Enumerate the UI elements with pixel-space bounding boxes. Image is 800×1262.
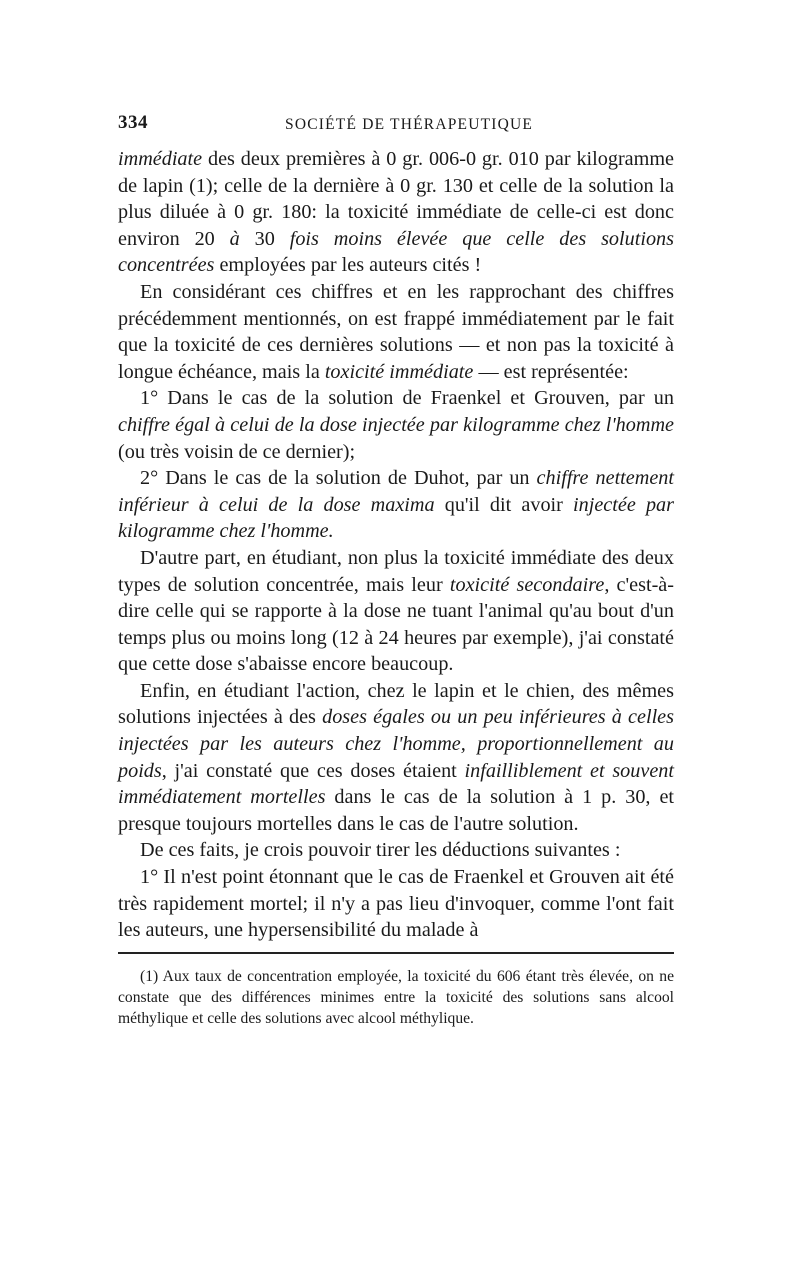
page-number: 334 [118, 112, 148, 133]
paragraph [118, 146, 674, 279]
running-head [118, 112, 674, 140]
text-run: 2° Dans le cas de la solution de Duhot, par un [140, 467, 537, 490]
text-run: des deux premières à 0 gr. 006-0 gr. 010 par kilogramme de lapin (1); celle de la dernière à 0 gr. 130 et celle de la solution la plus diluée à 0 gr. 180: la toxicité immédiate de celle-ci est donc environ 20 [118, 148, 674, 250]
text-run: employées par les auteurs cités ! [214, 254, 482, 277]
italic-text-run: chiffre égal à celui de la dose injectée par kilogramme chez l'homme [118, 413, 674, 436]
paragraph [118, 678, 674, 838]
paragraph [118, 465, 674, 545]
italic-text-run: fois moins élevée que celle des solutions concentrées [118, 227, 674, 277]
italic-text-run: infailliblement et souvent immédiatement mortelles [118, 759, 674, 809]
text-run: (ou très voisin de ce dernier); [118, 440, 356, 463]
footnote-rule [118, 952, 674, 954]
text-run: , c'est-à-dire celle qui se rapporte à la dose ne tuant l'animal qu'au bout d'un temps plus ou moins long (12 à 24 heures par exemple), j'ai constaté que cette dose s'abaisse encore beaucoup. [118, 573, 674, 676]
italic-text-run: doses égales ou un peu inférieures à celles injectées par les auteurs chez l'homme, proportionnellement au poids [118, 706, 675, 782]
paragraph [118, 385, 674, 465]
text-run: — est représentée: [473, 360, 629, 383]
body-text [118, 146, 674, 944]
italic-text-run: toxicité secondaire [449, 573, 605, 596]
book-page [118, 112, 674, 1029]
text-run: Enfin, en étudiant l'action, chez le lapin et le chien, des mêmes solutions injectées à des [118, 679, 674, 729]
italic-text-run: chiffre nettement inférieur à celui de la dose maxima [118, 467, 674, 516]
paragraph [118, 864, 674, 944]
text-run: dans le cas de la solution à 1 p. 30, et presque toujours mortelles dans le cas de l'autre solution. [118, 786, 675, 835]
paragraph [118, 279, 674, 385]
text-run: D'autre part, en étudiant, non plus la toxicité immédiate des deux types de solution concentrée, mais leur [118, 546, 674, 596]
italic-text-run: injectée par kilogramme chez l'homme. [118, 493, 674, 543]
running-title: SOCIÉTÉ DE THÉRAPEUTIQUE [285, 116, 534, 133]
paragraph [118, 545, 674, 678]
text-run: qu'il dit avoir [434, 493, 574, 516]
italic-text-run: à [229, 227, 240, 250]
footnote: (1) Aux taux de concentration employée, la toxicité du 606 étant très élevée, on ne constate que des différences minimes entre la toxicité des solutions sans alcool méthylique et celle des solutions avec alcool méthylique. [118, 967, 674, 1028]
text-run: De ces faits, je crois pouvoir tirer les déductions suivantes : [140, 839, 621, 862]
text-run: , j'ai constaté que ces doses étaient [161, 759, 465, 782]
text-run: En considérant ces chiffres et en les rapprochant des chiffres précédemment mentionnés, on est frappé immédiatement par le fait que la toxicité de ces dernières solutions — et non pas la toxicité à longue échéance, mais la [118, 280, 674, 383]
text-run: 1° Il n'est point étonnant que le cas de Fraenkel et Grouven ait été très rapidement mortel; il n'y a pas lieu d'invoquer, comme l'ont fait les auteurs, une hypersensibilité du malade à [118, 866, 674, 942]
italic-text-run: immédiate [118, 148, 203, 170]
italic-text-run: toxicité immédiate [324, 360, 474, 383]
paragraph [118, 837, 674, 864]
text-run: 1° Dans le cas de la solution de Fraenkel et Grouven, par un [140, 387, 674, 410]
text-run: 30 [239, 227, 290, 250]
